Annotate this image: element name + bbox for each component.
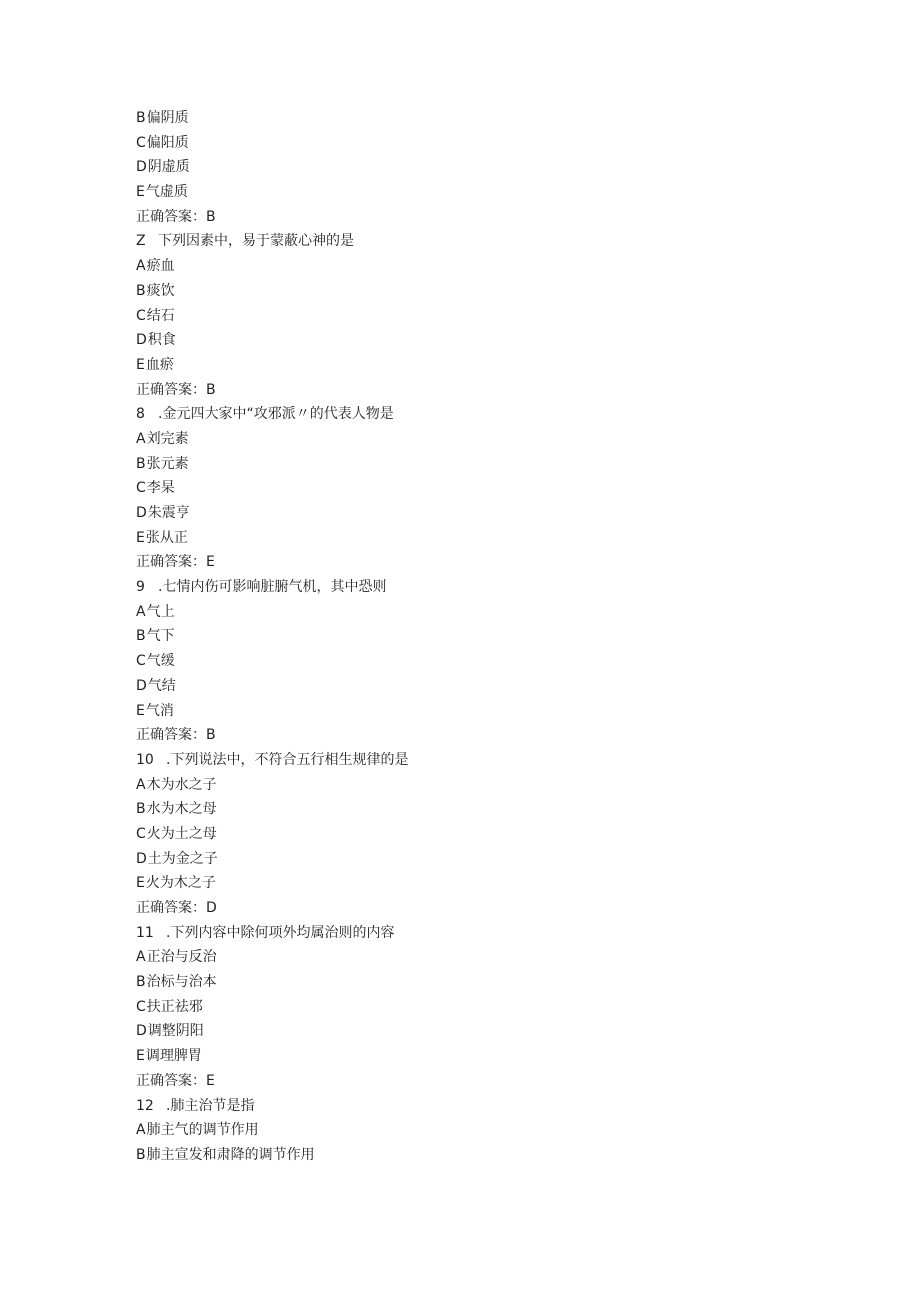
option-text: 结石 xyxy=(146,307,175,324)
question-text: .七情内伤可影响脏腑气机，其中恐则 xyxy=(158,579,387,596)
option-text: 调整阴阳 xyxy=(147,1023,204,1040)
question-number: 9 xyxy=(136,579,145,596)
option-letter: D xyxy=(136,1023,147,1040)
option-line xyxy=(136,180,836,205)
option-text: 治标与治本 xyxy=(146,974,217,991)
option-line xyxy=(136,526,836,551)
answer-line: 正确答案：E xyxy=(136,554,215,571)
option-line xyxy=(136,476,836,501)
option-text: 李杲 xyxy=(146,480,175,497)
option-line xyxy=(136,1019,836,1044)
answer-line: 正确答案：E xyxy=(136,1072,215,1089)
document-page xyxy=(136,106,836,1168)
answer-line: 正确答案：B xyxy=(136,727,216,744)
question-line xyxy=(136,748,836,773)
option-line xyxy=(136,304,836,329)
option-text: 正治与反治 xyxy=(146,949,217,966)
option-line xyxy=(136,649,836,674)
option-letter: E xyxy=(136,1048,145,1065)
option-letter: A xyxy=(136,430,146,447)
option-line xyxy=(136,452,836,477)
option-line xyxy=(136,822,836,847)
question-number: 12 xyxy=(136,1097,154,1114)
option-line xyxy=(136,328,836,353)
option-text: 气消 xyxy=(145,702,174,719)
option-letter: B xyxy=(136,455,146,472)
option-letter: C xyxy=(136,653,146,670)
option-text: 水为木之母 xyxy=(146,801,217,818)
option-letter: D xyxy=(136,850,147,867)
question-line xyxy=(136,402,836,427)
option-line xyxy=(136,1044,836,1069)
option-text: 火为木之子 xyxy=(145,875,216,892)
question-text: .下列说法中，不符合五行相生规律的是 xyxy=(166,751,409,768)
question-number: 8 xyxy=(136,406,145,423)
option-line xyxy=(136,600,836,625)
option-line xyxy=(136,279,836,304)
option-text: 气虚质 xyxy=(145,184,188,201)
question-line xyxy=(136,921,836,946)
option-text: 阴虚质 xyxy=(147,159,190,176)
option-text: 肺主宣发和肃降的调节作用 xyxy=(146,1146,315,1163)
question-text: .金元四大家中“攻邪派〃的代表人物是 xyxy=(158,406,394,423)
option-line xyxy=(136,427,836,452)
option-text: 张从正 xyxy=(145,529,188,546)
answer-line: 正确答案：B xyxy=(136,208,216,225)
option-line xyxy=(136,970,836,995)
answer-line: 正确答案：D xyxy=(136,900,217,916)
option-text: 气缓 xyxy=(146,653,175,670)
option-line xyxy=(136,353,836,378)
option-line xyxy=(136,155,836,180)
option-letter: E xyxy=(136,529,145,546)
option-text: 血瘀 xyxy=(145,356,174,373)
option-text: 偏阳质 xyxy=(146,134,189,151)
option-line xyxy=(136,674,836,699)
option-text: 刘完素 xyxy=(146,430,189,447)
option-letter: B xyxy=(136,1146,146,1163)
option-letter: E xyxy=(136,184,145,201)
option-letter: D xyxy=(136,159,147,176)
option-letter: C xyxy=(136,998,146,1015)
option-line xyxy=(136,847,836,872)
option-text: 木为水之子 xyxy=(146,776,217,793)
option-line xyxy=(136,871,836,896)
option-line xyxy=(136,131,836,156)
option-letter: B xyxy=(136,282,146,299)
option-letter: A xyxy=(136,949,146,966)
option-text: 气结 xyxy=(147,677,176,694)
option-line xyxy=(136,797,836,822)
option-letter: B xyxy=(136,628,146,645)
option-text: 气上 xyxy=(146,603,175,620)
question-number: 11 xyxy=(136,924,154,941)
option-letter: E xyxy=(136,702,145,719)
option-line xyxy=(136,501,836,526)
answer-line: 正确答案：B xyxy=(136,381,216,398)
option-letter: A xyxy=(136,776,146,793)
option-letter: E xyxy=(136,875,145,892)
option-letter: B xyxy=(136,801,146,818)
option-text: 痰饮 xyxy=(146,282,175,299)
option-text: 调理脾胃 xyxy=(145,1048,202,1065)
option-text: 肺主气的调节作用 xyxy=(146,1122,259,1139)
option-letter: B xyxy=(136,974,146,991)
option-letter: A xyxy=(136,258,146,275)
option-text: 朱震亨 xyxy=(147,505,190,521)
option-letter: C xyxy=(136,480,146,497)
option-line xyxy=(136,106,836,131)
question-line xyxy=(136,575,836,600)
option-letter: D xyxy=(136,332,147,349)
option-line xyxy=(136,945,836,970)
option-text: 瘀血 xyxy=(146,258,175,275)
option-line xyxy=(136,254,836,279)
question-line xyxy=(136,229,836,254)
option-text: 偏阴质 xyxy=(146,110,189,126)
question-number: 10 xyxy=(136,751,154,768)
option-letter: E xyxy=(136,356,145,373)
option-letter: C xyxy=(136,134,146,151)
option-text: 火为土之母 xyxy=(146,825,217,842)
option-line xyxy=(136,995,836,1020)
option-line xyxy=(136,1143,836,1168)
option-text: 积食 xyxy=(147,332,176,349)
option-text: 扶正祛邪 xyxy=(146,998,203,1015)
option-line xyxy=(136,624,836,649)
question-text: .下列内容中除何项外均属治则的内容 xyxy=(166,924,395,941)
option-line xyxy=(136,699,836,724)
question-line xyxy=(136,1094,836,1119)
option-letter: C xyxy=(136,307,146,324)
option-letter: B xyxy=(136,110,146,126)
option-line xyxy=(136,773,836,798)
option-letter: A xyxy=(136,603,146,620)
option-text: 张元素 xyxy=(146,455,189,472)
question-text: .肺主治节是指 xyxy=(166,1097,255,1114)
question-number: Z xyxy=(136,233,146,250)
option-letter: A xyxy=(136,1122,146,1139)
option-letter: C xyxy=(136,825,146,842)
option-text: 土为金之子 xyxy=(147,850,218,867)
option-letter: D xyxy=(136,677,147,694)
option-text: 气下 xyxy=(146,628,175,645)
option-line xyxy=(136,1118,836,1143)
option-letter: D xyxy=(136,505,147,521)
question-text: 下列因素中，易于蒙蔽心神的是 xyxy=(158,233,354,250)
